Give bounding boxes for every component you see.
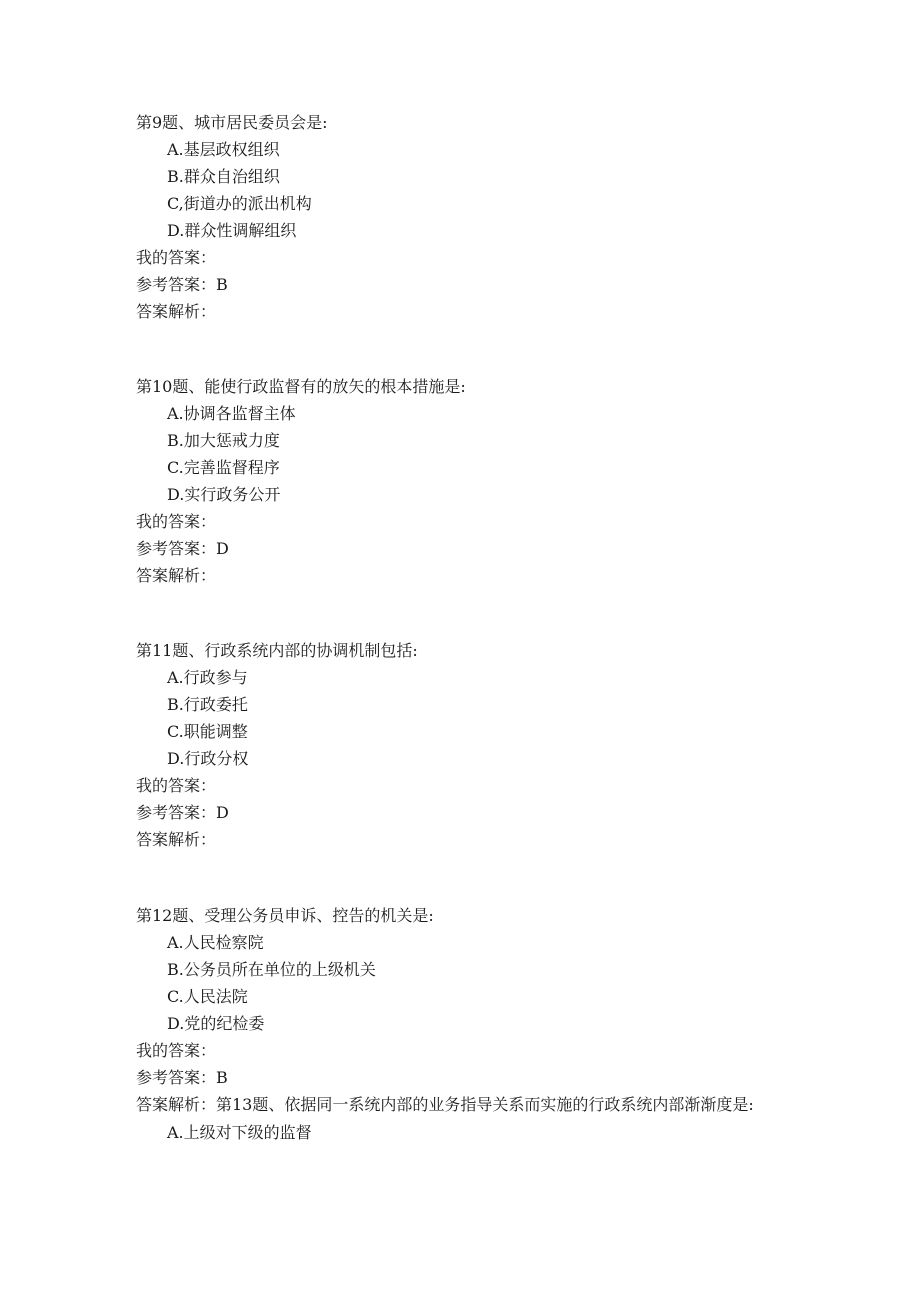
question-10 (136, 373, 786, 589)
my-answer-label: 我的答案： (136, 1041, 217, 1060)
option-d: D.行政分权 (167, 749, 249, 768)
next-question-option-a: A.上级对下级的监督 (167, 1123, 312, 1142)
option-d: D.实行政务公开 (167, 485, 281, 504)
reference-answer: 参考答案：B (136, 275, 228, 294)
question-title: 第10题、能使行政监督有的放矢的根本措施是: (136, 377, 466, 396)
option-c: C.完善监督程序 (167, 458, 280, 477)
answer-analysis: 答案解析： (136, 830, 217, 849)
question-title: 第9题、城市居民委员会是: (136, 113, 328, 132)
option-d: D.群众性调解组织 (167, 221, 297, 240)
question-title: 第12题、受理公务员申诉、控告的机关是: (136, 906, 434, 925)
question-title: 第11题、行政系统内部的协调机制包括: (136, 641, 418, 660)
option-b: B.加大惩戒力度 (167, 431, 280, 450)
option-a: A.基层政权组织 (167, 140, 280, 159)
reference-answer: 参考答案：D (136, 539, 229, 558)
option-c: C.职能调整 (167, 722, 248, 741)
option-b: B.公务员所在单位的上级机关 (167, 960, 376, 979)
option-a: A.行政参与 (167, 668, 248, 687)
question-9 (136, 109, 786, 325)
option-d: D.党的纪检委 (167, 1014, 265, 1033)
my-answer-label: 我的答案： (136, 512, 217, 531)
option-a: A.人民检察院 (167, 933, 264, 952)
reference-answer: 参考答案：B (136, 1068, 228, 1087)
my-answer-label: 我的答案： (136, 248, 217, 267)
option-b: B.群众自治组织 (167, 167, 280, 186)
answer-analysis: 答案解析： (136, 566, 217, 585)
option-a: A.协调各监督主体 (167, 404, 296, 423)
question-11 (136, 637, 786, 853)
answer-analysis: 答案解析：第13题、依据同一系统内部的业务指导关系而实施的行政系统内部渐渐度是: (136, 1095, 754, 1114)
option-c: C.人民法院 (167, 987, 248, 1006)
question-12 (136, 902, 786, 1146)
reference-answer: 参考答案：D (136, 803, 229, 822)
option-c: C,街道办的派出机构 (167, 194, 312, 213)
option-b: B.行政委托 (167, 695, 248, 714)
my-answer-label: 我的答案： (136, 776, 217, 795)
answer-analysis: 答案解析： (136, 302, 217, 321)
